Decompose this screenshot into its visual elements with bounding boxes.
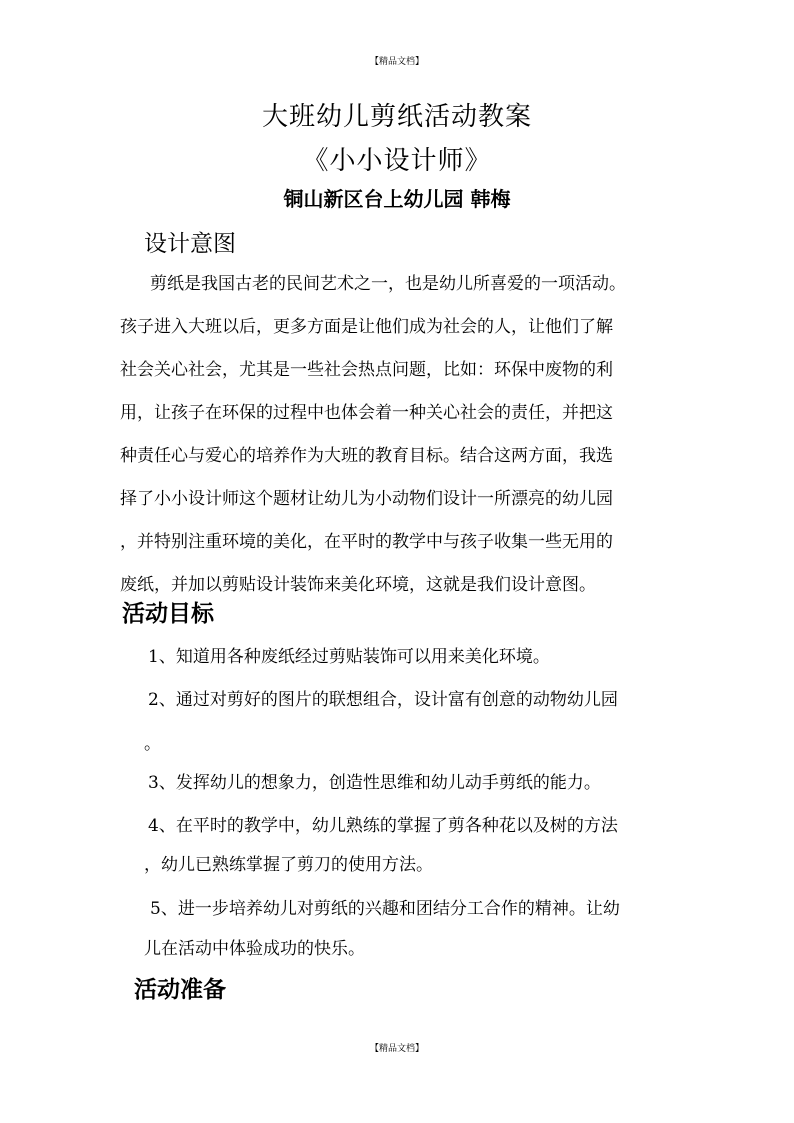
goal-item-continuation: 。	[144, 734, 161, 754]
author-line: 铜山新区台上幼儿园 韩梅	[283, 187, 511, 211]
section-heading-prep: 活动准备	[134, 976, 226, 1003]
paragraph-line: 择了小小设计师这个题材让幼儿为小动物们设计一所漂亮的幼儿园	[120, 489, 613, 509]
goal-item: 1、知道用各种废纸经过剪贴装饰可以用来美化环境。	[148, 647, 550, 667]
goal-item: 4、在平时的教学中，幼儿熟练的掌握了剪各种花以及树的方法	[148, 816, 618, 836]
section-heading-intent: 设计意图	[144, 231, 236, 257]
paragraph-line: 种责任心与爱心的培养作为大班的教育目标。结合这两方面，我选	[120, 446, 613, 466]
paragraph-line: 剪纸是我国古老的民间艺术之一，也是幼儿所喜爱的一项活动。	[150, 274, 626, 294]
footer-mark: 【精品文档】	[369, 1044, 424, 1054]
document-subtitle: 《小小设计师》	[302, 146, 492, 176]
goal-item-continuation: ，幼儿已熟练掌握了剪刀的使用方法。	[144, 855, 433, 875]
goal-item: 3、发挥幼儿的想象力，创造性思维和幼儿动手剪纸的能力。	[148, 773, 601, 793]
goal-item: 5、进一步培养幼儿对剪纸的兴趣和团结分工合作的精神。让幼	[150, 899, 620, 919]
header-mark: 【精品文档】	[369, 57, 424, 67]
goal-item-continuation: 儿在活动中体验成功的快乐。	[144, 939, 365, 959]
paragraph-line: 社会关心社会，尤其是一些社会热点问题，比如：环保中废物的利	[120, 360, 613, 380]
section-heading-goals: 活动目标	[122, 600, 214, 627]
paragraph-line: ，并特别注重环境的美化，在平时的教学中与孩子收集一些无用的	[120, 532, 613, 552]
paragraph-line: 废纸，并加以剪贴设计装饰来美化环境，这就是我们设计意图。	[120, 575, 596, 595]
document-title: 大班幼儿剪纸活动教案	[261, 102, 532, 132]
goal-item: 2、通过对剪好的图片的联想组合，设计富有创意的动物幼儿园	[148, 690, 618, 710]
paragraph-line: 用，让孩子在环保的过程中也体会着一种关心社会的责任，并把这	[120, 403, 613, 423]
paragraph-line: 孩子进入大班以后，更多方面是让他们成为社会的人，让他们了解	[120, 317, 613, 337]
